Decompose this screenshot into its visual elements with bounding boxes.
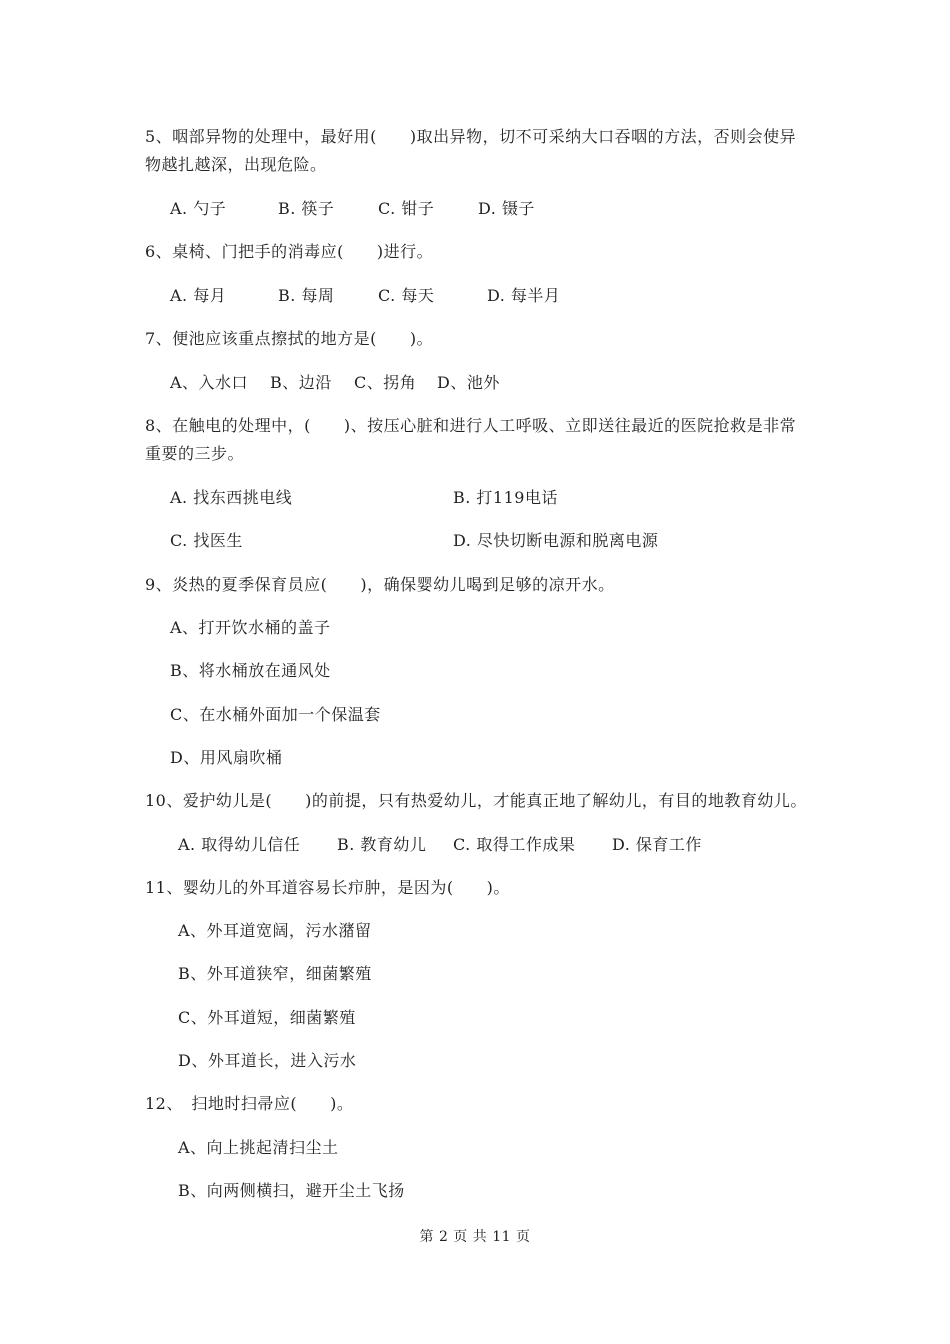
question-11-option-d: D、外耳道长，进入污水 xyxy=(178,1051,357,1070)
question-10-option-c: C. 取得工作成果 xyxy=(453,835,576,854)
question-10-option-a: A. 取得幼儿信任 xyxy=(178,835,301,854)
question-9-option-a: A、打开饮水桶的盖子 xyxy=(170,618,331,637)
question-5-option-b: B. 筷子 xyxy=(278,199,335,218)
question-8-option-d: D. 尽快切断电源和脱离电源 xyxy=(453,531,659,550)
question-5-line-2: 物越扎越深，出现危险。 xyxy=(145,155,327,174)
question-5-line-1: 5、咽部异物的处理中，最好用( )取出异物，切不可采纳大口吞咽的方法，否则会使异 xyxy=(145,127,797,146)
question-5-option-c: C. 钳子 xyxy=(378,199,435,218)
question-9-option-c: C、在水桶外面加一个保温套 xyxy=(170,705,381,724)
question-5-option-a: A. 勺子 xyxy=(170,199,227,218)
question-7-line-1: 7、便池应该重点擦拭的地方是( )。 xyxy=(145,329,434,348)
question-8-line-2: 重要的三步。 xyxy=(145,444,245,463)
question-7-option-c: C、拐角 xyxy=(354,373,417,392)
question-7-option-b: B、边沿 xyxy=(270,373,332,392)
question-5-option-d: D. 镊子 xyxy=(478,199,535,218)
question-12-line-1: 12、 扫地时扫帚应( )。 xyxy=(145,1094,354,1113)
question-10-line-1: 10、爱护幼儿是( )的前提，只有热爱幼儿，才能真正地了解幼儿，有目的地教育幼儿。 xyxy=(145,791,807,810)
question-7-option-a: A、入水口 xyxy=(170,373,249,392)
question-8-option-a: A. 找东西挑电线 xyxy=(170,488,293,507)
question-12-option-b: B、向两侧横扫，避开尘土飞扬 xyxy=(178,1181,405,1200)
question-6-option-c: C. 每天 xyxy=(378,286,435,305)
question-8-option-c: C. 找医生 xyxy=(170,531,243,550)
question-6-line-1: 6、桌椅、门把手的消毒应( )进行。 xyxy=(145,242,434,261)
page-footer: 第 2 页 共 11 页 xyxy=(419,1229,531,1245)
question-10-option-d: D. 保育工作 xyxy=(612,835,702,854)
question-8-option-b: B. 打119电话 xyxy=(453,488,558,507)
question-6-option-a: A. 每月 xyxy=(170,286,227,305)
question-10-option-b: B. 教育幼儿 xyxy=(337,835,427,854)
question-9-option-d: D、用风扇吹桶 xyxy=(170,748,283,767)
question-11-line-1: 11、婴幼儿的外耳道容易长疖肿，是因为( )。 xyxy=(145,878,510,897)
question-6-option-d: D. 每半月 xyxy=(487,286,561,305)
question-7-option-d: D、池外 xyxy=(437,373,500,392)
question-12-option-a: A、向上挑起清扫尘土 xyxy=(178,1138,339,1157)
question-8-line-1: 8、在触电的处理中，( )、按压心脏和进行人工呼吸、立即送往最近的医院抢救是非常 xyxy=(145,416,797,435)
question-9-line-1: 9、炎热的夏季保育员应( )，确保婴幼儿喝到足够的凉开水。 xyxy=(145,575,615,594)
question-11-option-c: C、外耳道短，细菌繁殖 xyxy=(178,1008,356,1027)
question-11-option-b: B、外耳道狭窄，细菌繁殖 xyxy=(178,964,372,983)
question-11-option-a: A、外耳道宽阔，污水潴留 xyxy=(178,921,372,940)
question-6-option-b: B. 每周 xyxy=(278,286,335,305)
question-9-option-b: B、将水桶放在通风处 xyxy=(170,661,331,680)
